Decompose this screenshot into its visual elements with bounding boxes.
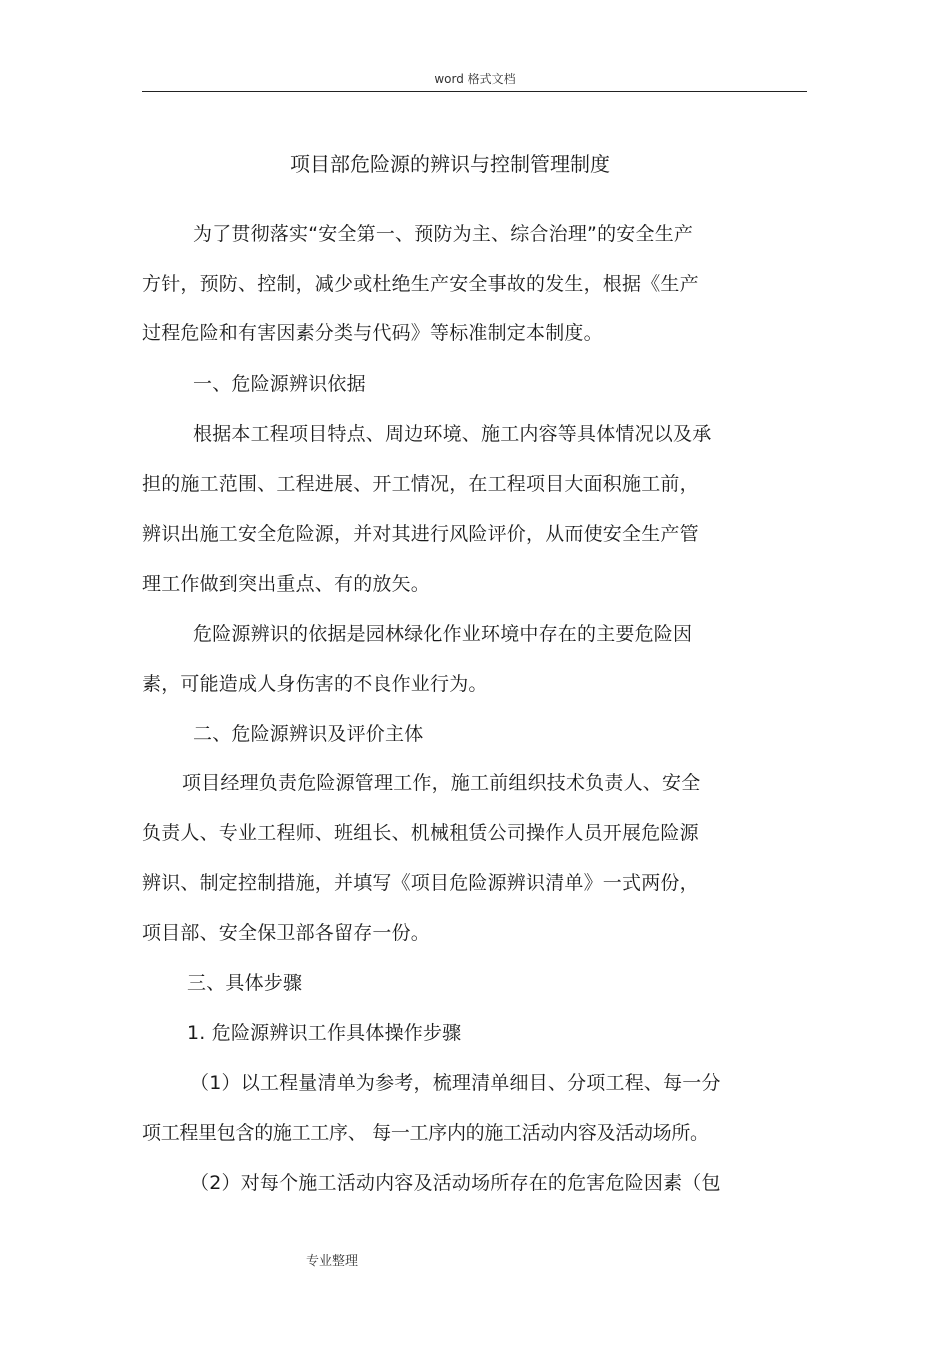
document-title: 项目部危险源的辨识与控制管理制度 — [290, 152, 610, 176]
paragraph-line: 辨识出施工安全危险源，并对其进行风险评价，从而使安全生产管 — [142, 523, 699, 545]
page-footer: 专业整理 — [306, 1254, 359, 1269]
subsection-heading: 1. 危险源辨识工作具体操作步骤 — [187, 1022, 462, 1044]
paragraph-line: 负责人、专业工程师、班组长、机械租赁公司操作人员开展危险源 — [142, 822, 699, 844]
paragraph-line: 根据本工程项目特点、周边环境、施工内容等具体情况以及承 — [193, 423, 712, 445]
paragraph-line: 过程危险和有害因素分类与代码》等标准制定本制度。 — [142, 322, 603, 344]
header-divider — [142, 91, 807, 92]
paragraph-line: 担的施工范围、工程进展、开工情况，在工程项目大面积施工前， — [142, 473, 699, 495]
section-heading: 二、危险源辨识及评价主体 — [193, 723, 424, 745]
paragraph-line: 项目经理负责危险源管理工作，施工前组织技术负责人、安全 — [182, 772, 701, 794]
paragraph-line: 为了贯彻落实“安全第一、预防为主、综合治理”的安全生产 — [193, 223, 694, 245]
paragraph-line: 辨识、制定控制措施，并填写《项目危险源辨识清单》一式两份， — [142, 872, 699, 894]
paragraph-line: 理工作做到突出重点、有的放矢。 — [142, 573, 431, 595]
paragraph-line: 危险源辨识的依据是园林绿化作业环境中存在的主要危险因 — [193, 623, 693, 645]
page-header: word 格式文档 — [434, 72, 516, 86]
paragraph-line: 方针，预防、控制，减少或杜绝生产安全事故的发生，根据《生产 — [142, 273, 699, 295]
paragraph-line: 项目部、安全保卫部各留存一份。 — [142, 922, 431, 944]
paragraph-line: （1）以工程量清单为参考，梳理清单细目、分项工程、每一分 — [190, 1072, 721, 1094]
paragraph-line: （2）对每个施工活动内容及活动场所存在的危害危险因素（包 — [190, 1172, 721, 1194]
paragraph-line: 素，可能造成人身伤害的不良作业行为。 — [142, 673, 488, 695]
paragraph-line: 项工程里包含的施工工序、 每一工序内的施工活动内容及活动场所。 — [142, 1122, 709, 1144]
section-heading: 三、具体步骤 — [187, 972, 303, 994]
section-heading: 一、危险源辨识依据 — [193, 373, 366, 395]
